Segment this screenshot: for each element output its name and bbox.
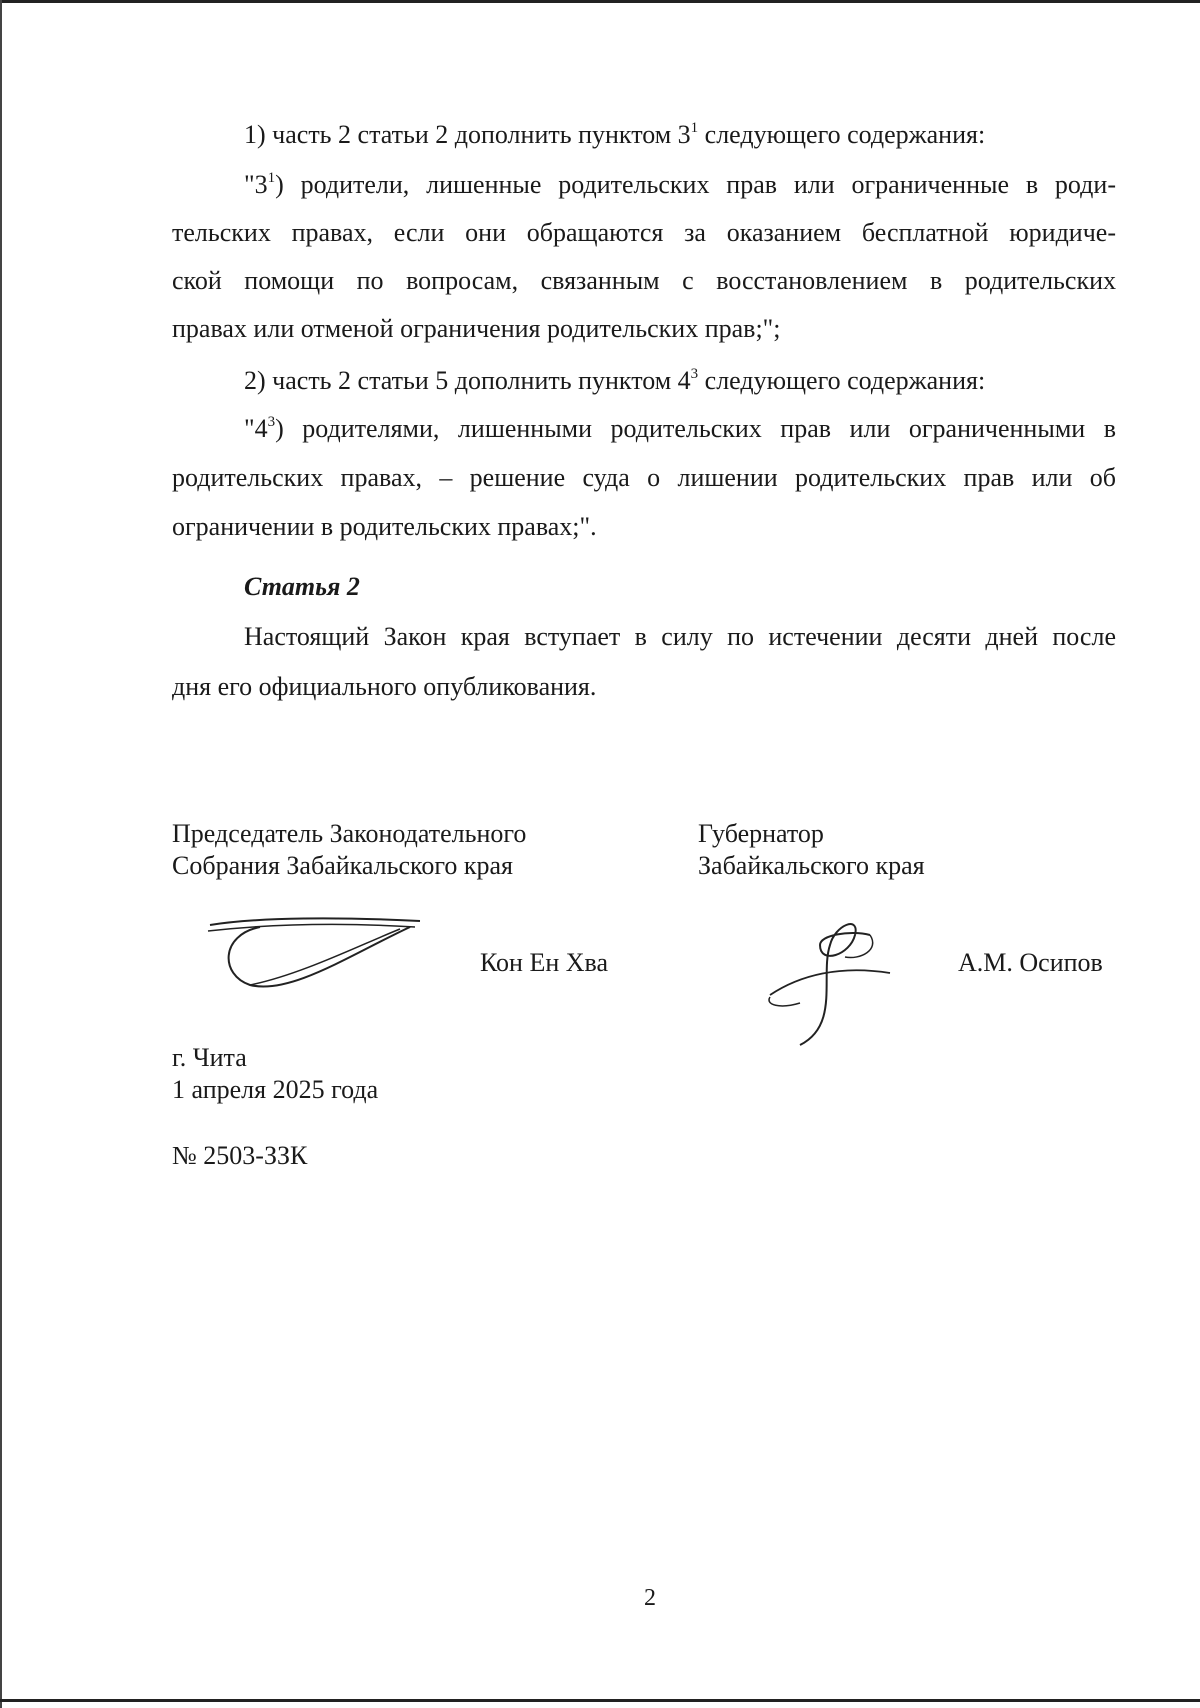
signing-date: 1 апреля 2025 года (172, 1075, 379, 1104)
chair-title (172, 818, 526, 882)
law-number: № 2503-ЗЗК (172, 1141, 308, 1170)
article-2-line1: Настоящий Закон края вступает в силу по истечении десяти дней после (244, 622, 1116, 651)
governor-title-line2: Забайкальского края (698, 851, 925, 880)
chair-name: Кон Ен Хва (480, 948, 609, 977)
chair-title-line2: Собрания Забайкальского края (172, 851, 513, 880)
item1-quote-line4: правах или отменой ограничения родительских прав;"; (172, 314, 781, 343)
item2-quote-line3: ограничении в родительских правах;". (172, 512, 597, 541)
item2-quote-line1: "$4^3$) родителями, лишенными родительских прав или ограниченными в (244, 414, 1116, 443)
chair-title-line1: Председатель Законодательного (172, 819, 527, 848)
article-2-title: Статья 2 (244, 572, 360, 601)
city: г. Чита (172, 1043, 247, 1072)
article-2-line2: дня его официального опубликования. (172, 672, 597, 701)
item2-intro: 2) часть 2 статьи 5 дополнить пунктом $4^3$ следующего содержания: (244, 366, 986, 395)
scan-edge-bottom (0, 1699, 1200, 1702)
scan-edge-left (0, 0, 2, 1708)
item1-intro: 1) часть 2 статьи 2 дополнить пунктом $3^1$ следующего содержания: (244, 120, 986, 149)
place-and-date (172, 1042, 378, 1106)
governor-signature (760, 905, 920, 1055)
page-number: 2 (644, 1585, 656, 1611)
item2-quote-line2: родительских правах, – решение суда о лишении родительских прав или об (172, 463, 1116, 492)
governor-name: А.М. Осипов (958, 948, 1103, 977)
item1-quote-line2: тельских правах, если они обращаются за оказанием бесплатной юридиче- (172, 218, 1116, 247)
scan-edge-top (0, 0, 1200, 3)
item1-quote-line1: "$3^1$) родители, лишенные родительских прав или ограниченные в роди- (244, 170, 1116, 199)
item1-quote-line3: ской помощи по вопросам, связанным с восстановлением в родительских (172, 266, 1116, 295)
governor-title-line1: Губернатор (698, 819, 824, 848)
governor-title (698, 818, 925, 882)
chair-signature (200, 905, 430, 995)
